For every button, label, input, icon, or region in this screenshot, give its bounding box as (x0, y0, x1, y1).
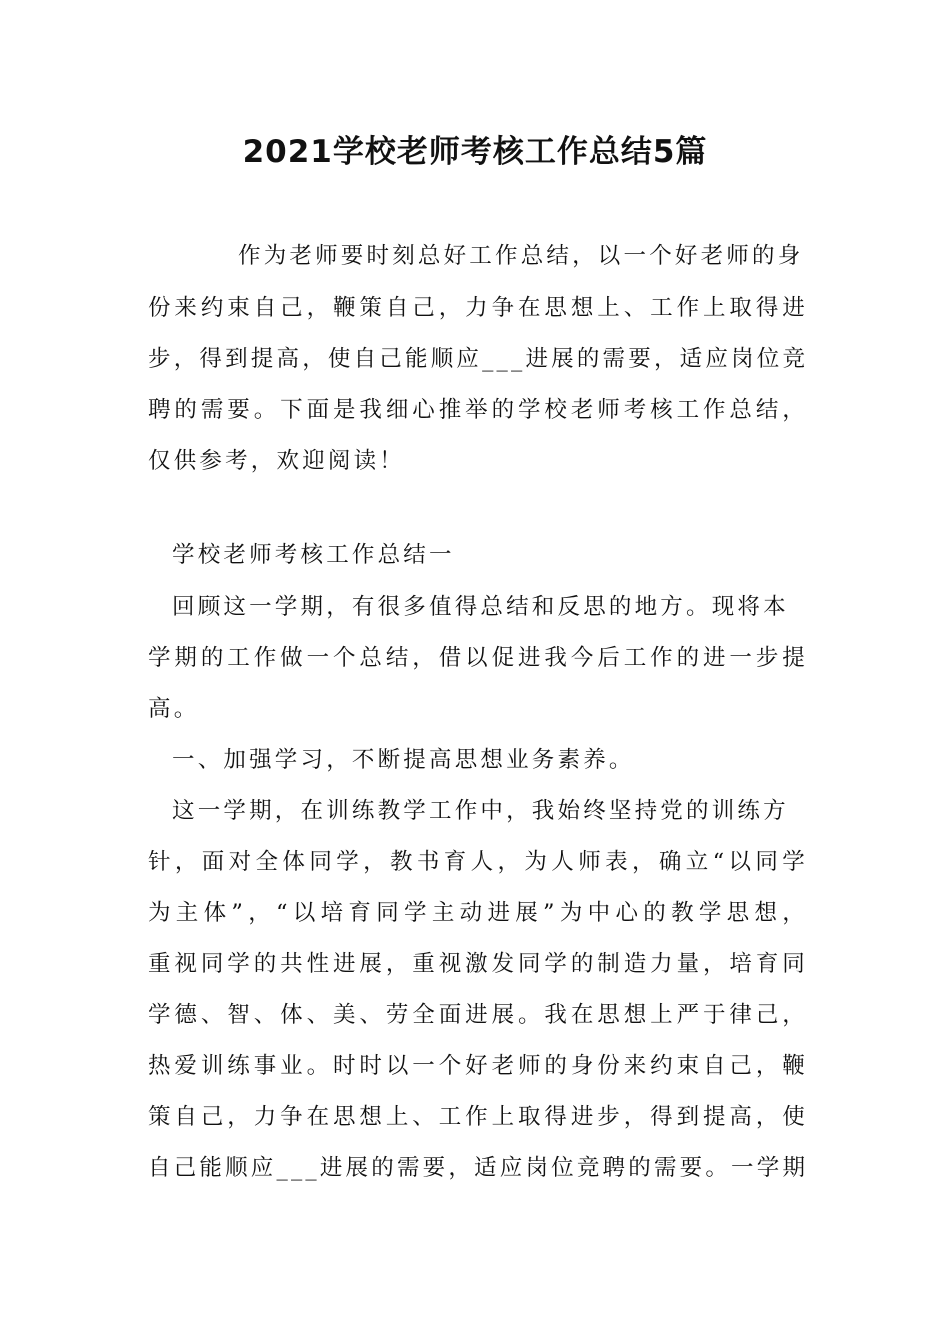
body-line-7: 重视同学的共性进展，重视激发同学的制造力量，培育同 (148, 951, 808, 977)
intro-line-5: 仅供参考，欢迎阅读！ (148, 448, 406, 474)
intro-line-1: 作为老师要时刻总好工作总结，以一个好老师的身 (238, 243, 804, 269)
intro-line-4: 聘的需要。下面是我细心推举的学校老师考核工作总结， (148, 397, 808, 423)
body-line-8: 学德、智、体、美、劳全面进展。我在思想上严于律己， (148, 1002, 808, 1028)
body-line-1: 回顾这一学期，有很多值得总结和反思的地方。现将本 (172, 594, 789, 620)
body-line-4: 这一学期，在训练教学工作中，我始终坚持党的训练方 (172, 798, 789, 824)
document-title: 2021学校老师考核工作总结5篇 (242, 134, 708, 170)
subsection-heading: 一、加强学习，不断提高思想业务素养。 (172, 747, 635, 773)
body-line-2: 学期的工作做一个总结，借以促进我今后工作的进一步提 (148, 645, 808, 671)
body-line-10: 策自己，力争在思想上、工作上取得进步，得到提高，使 (148, 1104, 808, 1130)
body-line-9: 热爱训练事业。时时以一个好老师的身份来约束自己，鞭 (148, 1053, 808, 1079)
body-line-3: 高。 (148, 696, 200, 722)
intro-line-2: 份来约束自己，鞭策自己，力争在思想上、工作上取得进 (148, 295, 808, 321)
body-line-5: 针，面对全体同学，教书育人，为人师表，确立“以同学 (148, 849, 808, 875)
body-line-6: 为主体”，“以培育同学主动进展”为中心的教学思想， (148, 900, 808, 926)
body-line-11: 自己能顺应___进展的需要，适应岗位竞聘的需要。一学期 (148, 1155, 809, 1181)
intro-line-3: 步，得到提高，使自己能顺应___进展的需要，适应岗位竞 (148, 346, 809, 372)
section-heading: 学校老师考核工作总结一 (172, 542, 455, 568)
